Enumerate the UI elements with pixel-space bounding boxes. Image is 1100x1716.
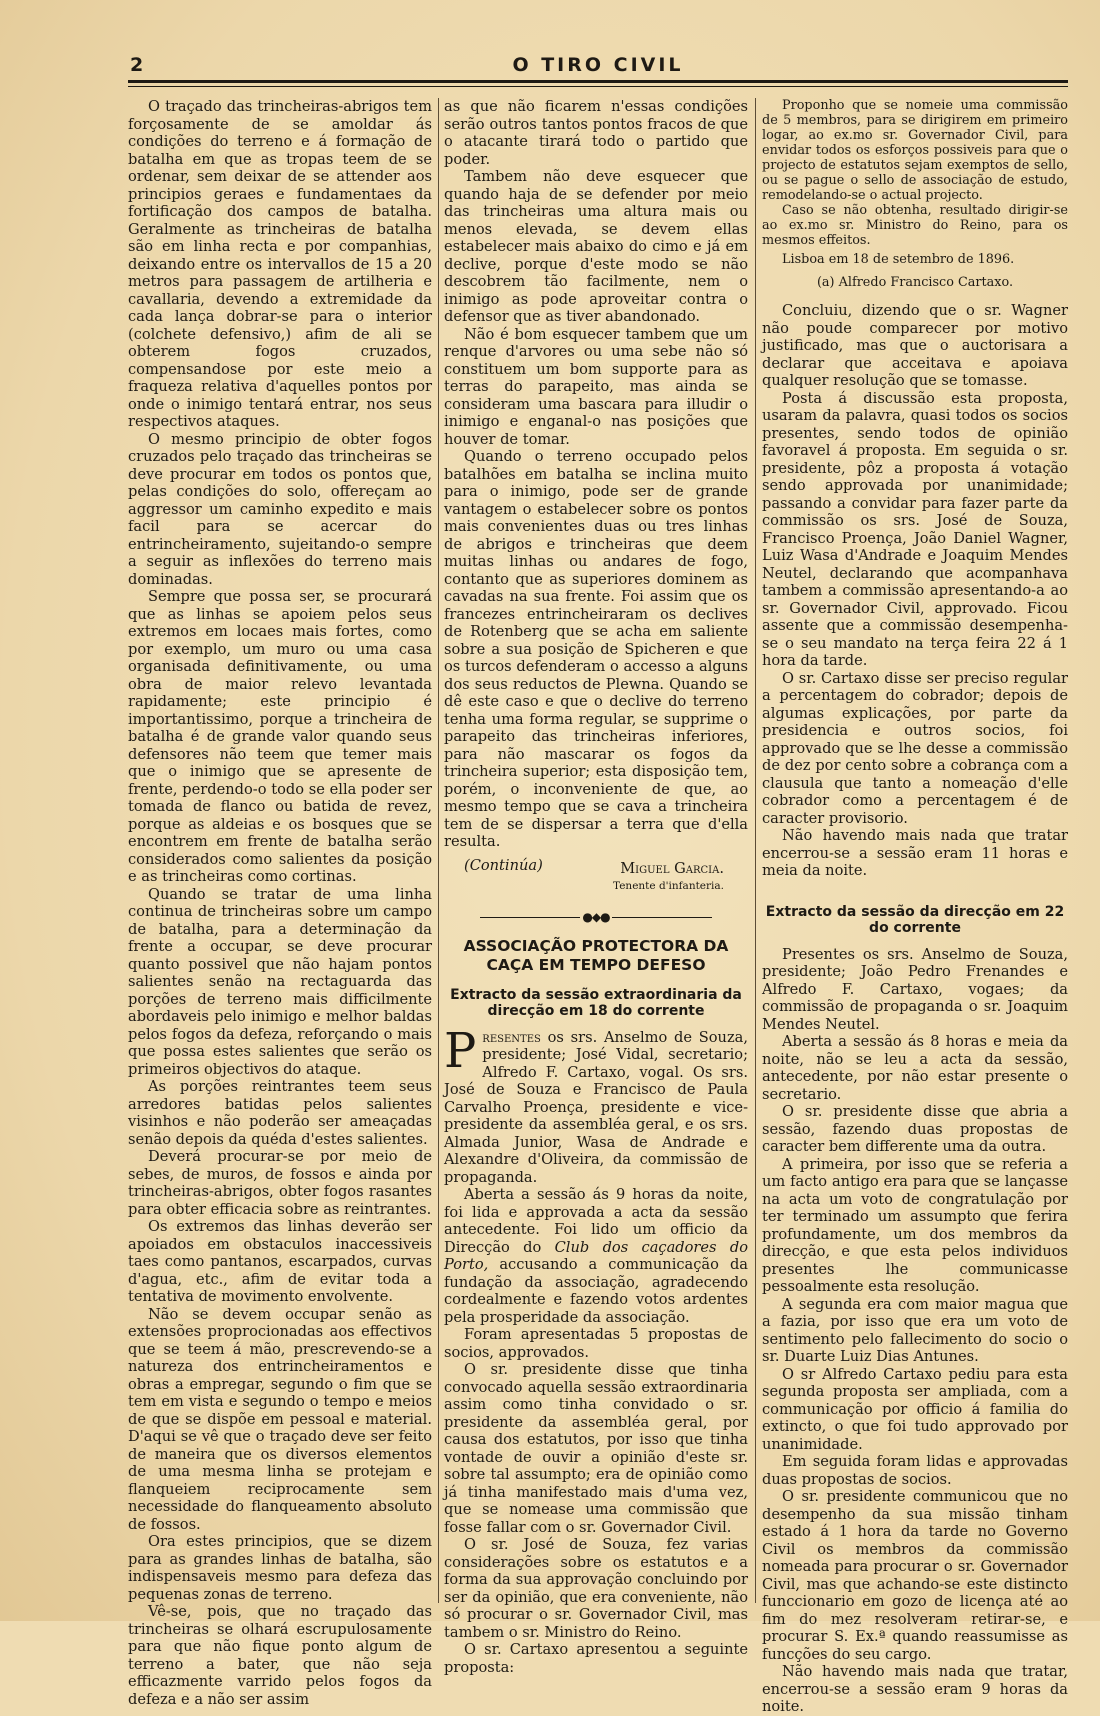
paragraph: Não havendo mais nada que tratar, encerrou-se a sessão eram 9 horas da noite. — [762, 1663, 1068, 1715]
paragraph: O sr. Cartaxo disse ser preciso regular a percentagem do cobrador; depois de algumas explicações, por parte da presidencia e outros socios, foi approvado que se lhe desse a commissão de dez por cento sobre a cobrança com a clausula que tanto a nomeação d'elle cobrador como a percentagem é de caracter provisorio. — [762, 669, 1068, 827]
subsection-title: Extracto da sessão extraordinaria da direcção em 18 do corrente — [450, 986, 742, 1019]
header-rule — [128, 80, 1068, 83]
paragraph-with-dropcap — [444, 1022, 748, 1187]
proposal-date: Lisboa em 18 de setembro de 1896. — [782, 252, 1015, 267]
paragraph: Quando se tratar de uma linha continua de trincheiras sobre um campo de batalha, para a determinação da frente a occupar, se deve procurar quanto possivel que não hajam pontos salientes senão na rectaguarda das porções de terreno mais difficilmente abordaveis pelo inimigo e melhor baldas pelos fogos da defeza, reforçando o mais que possa estes salientes que serão os primeiros objectivos do ataque. — [128, 885, 432, 1078]
publication-title: O TIRO CIVIL — [512, 54, 684, 76]
paragraph: Os extremos das linhas deverão ser apoiados em obstaculos inaccessiveis taes como pantanos, escarpados, curvas d'agua, etc., afim de evitar toda a tentativa de movimento envolvente. — [128, 1218, 432, 1305]
paragraph: Deverá procurar-se por meio de sebes, de muros, de fossos e ainda por trincheiras-abrigos, obter fogos rasantes para obter efficacia sobre as reintrantes. — [128, 1148, 432, 1218]
section-ornament: ●◆● — [444, 909, 748, 927]
paragraph: A primeira, por isso que se referia a um facto antigo era para que se lançasse na acta um voto de congratulação por ter terminado um assumpto que ferira profundamente, um dos membros da direcção, e que esta pelos individuos presentes lhe communicasse pessoalmente esta resolução. — [762, 1155, 1068, 1295]
first-word: resentes — [482, 1028, 541, 1046]
paragraph: Concluiu, dizendo que o sr. Wagner não poude comparecer por motivo justificado, mas que o auctorisara a declarar que acceitava e apoiava qualquer resolução que se tomasse. — [762, 302, 1068, 389]
paragraph-text: os srs. Anselmo de Souza, presidente; José Vidal, secretario; Alfredo F. Cartaxo, vogal. Os srs. José de Souza e Francisco de Paula Carvalho Proença, presidente e vice-presidente da assembléa geral, e os srs. Almada Junior, Wasa de Andrade e Alexandre d'Oliveira, da commissão de propaganda. — [444, 1028, 748, 1186]
column-divider — [438, 98, 439, 1603]
paragraph: Posta á discussão esta proposta, usaram da palavra, quasi todos os socios presentes, sendo todos de opinião favoravel á proposta. Em seguida o sr. presidente, pôz a proposta á votação sendo approvada por unanimidade; passando a convidar para fazer parte da commissão os srs. José de Souza, Francisco Proença, João Daniel Wagner, Luiz Wasa d'Andrade e Joaquim Mendes Neutel, declarando que acompanhava tambem a commissão apresentando-a ao sr. Governador Civil, approvado. Ficou assente que a commissão desempenha-se o seu mandato na terça feira 22 á 1 hora da tarde. — [762, 389, 1068, 669]
column-1 — [128, 98, 432, 1708]
paragraph: Sempre que possa ser, se procurará que as linhas se apoiem pelos seus extremos em locaes mais fortes, como por exemplo, um muro ou uma casa organisada definitivamente, ou uma obra de maior relevo levantada rapidamente; este principio é importantissimo, porque a trincheira de batalha é de grande valor quando seus defensores não teem que temer mais que o inimigo que se apresente de frente, perdendo-o todo se ella poder ser tomada de flanco ou batida de revez, porque as aldeias e os bosques que se encontrem em frente de batalha serão considerados como salientes da posição e as trincheiras como cortinas. — [128, 588, 432, 885]
paragraph: Não é bom esquecer tambem que um renque d'arvores ou uma sebe não só constituem um bom supporte para as terras do parapeito, mas ainda se consideram uma bascara para illudir o inimigo e enganal-o nas posições que houver de tomar. — [444, 325, 748, 448]
paragraph: Quando o terreno occupado pelos batalhões em batalha se inclina muito para o inimigo, pode ser de grande vantagem o estabelecer sobre os pontos mais convenientes duas ou tres linhas de abrigos e trincheiras que deem muitas linhas ou andares de fogo, contanto que as superiores dominem as cavadas na sua frente. Foi assim que os francezes entrincheiraram os declives de Rotenberg que se acha em saliente sobre a sua posição de Spicheren e que os turcos defenderam o accesso a alguns dos seus reductos de Plewna. Quando se dê este caso e que o declive do terreno tenha uma forma regular, se supprime o parapeito das trincheiras inferiores, para não mascarar os fogos da trincheira superior; esta disposição tem, porém, o inconveniente de que, ao mesmo tempo que se cava a trincheira tem de se dispersar a terra que d'ella resulta. — [444, 448, 748, 850]
paragraph: O sr. presidente disse que abria a sessão, fazendo duas propostas de caracter bem differente uma da outra. — [762, 1103, 1068, 1155]
paragraph: Vê-se, pois, que no traçado das trincheiras se olhará escrupulosamente para que não fique ponto algum de terreno a bater, que não seja efficazmente varrido pelos fogos da defeza e a não ser assim — [128, 1603, 432, 1708]
column-divider — [755, 98, 756, 1603]
author-rank: Tenente d'infanteria. — [613, 879, 724, 892]
paragraph: O mesmo principio de obter fogos cruzados pelo traçado das trincheiras se deve procurar em todos os pontos que, pelas condições do solo, offereçam ao aggressor um caminho expedito e mais facil para se acercar do entrincheiramento, sujeitando-o sempre a seguir as inflexões do terreno mais dominadas. — [128, 430, 432, 588]
section-title: ASSOCIAÇÃO PROTECTORA DA CAÇA EM TEMPO DEFESO — [463, 936, 729, 974]
paragraph: O traçado das trincheiras-abrigos tem forçosamente de se amoldar ás condições do terreno e á formação de batalha em que as tropas teem de se ordenar, sem deixar de se attender aos principios geraes e fundamentaes da fortificação dos campos de batalha. Geralmente as trincheiras de batalha são em linha recta e por companhias, deixando entre os intervallos de 15 a 20 metros para passagem de artilheria e cavallaria, devendo a extremidade da cada lança dobrar-se para o interior (colchete defensivo,) afim de ali se obterem fogos cruzados, compensandose por este meio a fraqueza relativa d'aquelles pontos por onde o inimigo tentará entrar, nos seus respectivos ataques. — [128, 98, 432, 430]
paragraph: Não se devem occupar senão as extensões proprocionadas aos effectivos que se teem á mão, prescrevendo-se a natureza dos entrincheiramentos e obras a empregar, segundo o fim que se tem em vista e segundo o tempo e meios de que se dispõe em pessoal e material. D'aqui se vê que o traçado deve ser feito de maneira que os diversos elementos de uma mesma linha se protejam e flanqueiem reciprocamente sem necessidade do flanqueamento absoluto de fossos. — [128, 1305, 432, 1533]
paragraph: O sr. Cartaxo apresentou a seguinte proposta: — [444, 1641, 748, 1676]
proposal-text: Proponho que se nomeie uma commissão de 5 membros, para se dirigirem em primeiro logar, ao ex.mo sr. Governador Civil, para envidar todos os esforços possiveis para que o projecto de estatutos sejam exemptos de sello, ou se pague o sello de associação de estudo, remodelando-se o actual projecto. — [762, 98, 1068, 203]
header-rule-thin — [128, 86, 1068, 87]
drop-cap: P — [444, 1022, 477, 1079]
author-name: Miguel Garcia. — [620, 860, 724, 877]
club-name: Club dos caçadores do Porto, — [444, 1238, 748, 1273]
paragraph: Em seguida foram lidas e approvadas duas propostas de socios. — [762, 1453, 1068, 1488]
paragraph: Presentes os srs. Anselmo de Souza, presidente; João Pedro Frenandes e Alfredo F. Cartaxo, vogaes; da commissão de propaganda o sr. Joaquim Mendes Neutel. — [762, 945, 1068, 1033]
proposal-signature: (a) Alfredo Francisco Cartaxo. — [816, 275, 1014, 290]
paragraph: Ora estes principios, que se dizem para as grandes linhas de batalha, são indispensaveis mesmo para defeza das pequenas zonas de terreno. — [128, 1533, 432, 1603]
paragraph: As porções reintrantes teem seus arredores batidas pelos salientes visinhos e não poderão ser ameaçadas senão depois da quéda d'estes salientes. — [128, 1078, 432, 1148]
paragraph: Foram apresentadas 5 propostas de socios, approvados. — [444, 1326, 748, 1361]
paragraph: O sr. presidente communicou que no desempenho da sua missão tinham estado á 1 hora da tarde no Governo Civil os membros da commissão nomeada para procurar o sr. Governador Civil, mas que achando-se este distincto funccionario em gozo de licença até ao fim do mez resolveram retirar-se, e procurar S. Ex.ª quando reassumisse as funcções do seu cargo. — [762, 1488, 1068, 1663]
page-number: 2 — [130, 54, 144, 76]
proposal-text: Caso se não obtenha, resultado dirigir-se ao ex.mo sr. Ministro do Reino, para os mesmos effeitos. — [762, 203, 1068, 248]
paragraph — [444, 1186, 748, 1326]
paragraph: as que não ficarem n'essas condições serão outros tantos pontos fracos de que o atacante tirará todo o partido que poder. — [444, 98, 748, 168]
paragraph: Tambem não deve esquecer que quando haja de se defender por meio das trincheiras uma altura mais ou menos elevada, se devem ellas estabelecer mais abaixo do cimo e já em declive, porque d'este modo se não descobrem tão facilmente, nem o inimigo as pode aproveitar contra o defensor que as tiver abandonado. — [444, 168, 748, 325]
column-3 — [762, 98, 1068, 1715]
paragraph: O sr. José de Souza, fez varias considerações sobre os estatutos e a forma da sua approvação concluindo por ser da opinião, que era conveniente, não só procurar o sr. Governador Civil, mas tambem o sr. Ministro do Reino. — [444, 1536, 748, 1641]
paragraph-text: Aberta a sessão ás 9 horas da noite, foi lida e approvada a acta da sessão antecedente. Foi lido um officio da Direcção do — [444, 1186, 748, 1256]
masthead — [128, 50, 1068, 80]
paragraph: O sr. presidente disse que tinha convocado aquella sessão extraordinaria assim como tinha convidado o sr. presidente da assembléa geral, por causa dos estatutos, por isso que tinha vontade de ouvir a opinião d'este sr. sobre tal assumpto; era de opinião como já tinha manifestado mais d'uma vez, que se nomease uma commissão que fosse fallar com o sr. Governador Civil. — [444, 1361, 748, 1536]
paragraph: A segunda era com maior magua que a fazia, por isso que era um voto de sentimento pelo fallecimento do socio o sr. Duarte Luiz Dias Antunes. — [762, 1295, 1068, 1365]
paragraph-text: accusando a communicação da fundação da associação, agradecendo cordealmente e fazendo votos ardentes pela prosperidade da associação. — [444, 1256, 748, 1326]
column-2 — [444, 98, 748, 1676]
paragraph: O sr Alfredo Cartaxo pediu para esta segunda proposta ser ampliada, com a communicação por officio á familia do extincto, o que foi tudo approvado por unanimidade. — [762, 1365, 1068, 1453]
continua-note: (Continúa) — [464, 856, 543, 874]
paragraph: Aberta a sessão ás 8 horas e meia da noite, não se leu a acta da sessão, antecedente, por não estar presente o secretario. — [762, 1033, 1068, 1103]
paragraph: Não havendo mais nada que tratar encerrou-se a sessão eram 11 horas e meia da noite. — [762, 827, 1068, 879]
subsection-title: Extracto da sessão da direcção em 22 do corrente — [765, 903, 1065, 936]
